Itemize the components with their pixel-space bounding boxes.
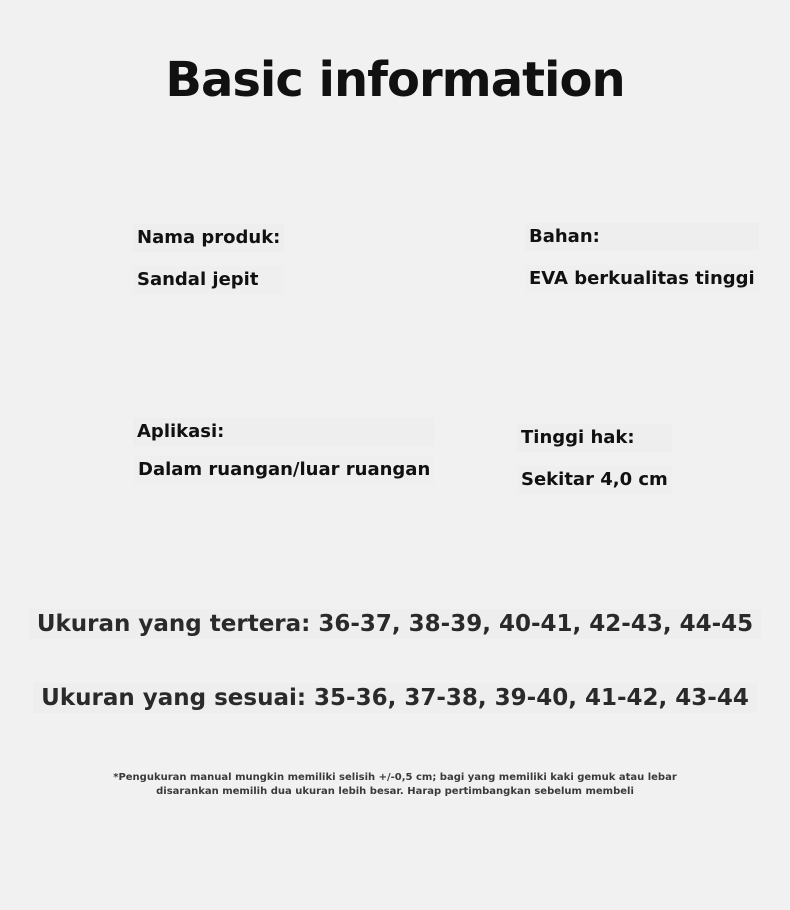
product-name-label: Nama produk: [133, 224, 284, 252]
measurement-note [0, 771, 790, 799]
heel-height-label: Tinggi hak: [517, 424, 672, 452]
fitting-sizes-line [0, 682, 790, 714]
heel-height-field [517, 424, 672, 494]
application-value: Dalam ruangan/luar ruangan [134, 456, 434, 484]
page-title: Basic information [165, 52, 625, 108]
material-label: Bahan: [525, 223, 759, 251]
measurement-note-line-2: disarankan memilih dua ukuran lebih besar. Harap pertimbangkan sebelum membeli [156, 786, 634, 797]
product-name-field [133, 224, 284, 294]
product-name-value: Sandal jepit [133, 266, 284, 294]
application-label: Aplikasi: [133, 418, 434, 446]
labeled-sizes-text: Ukuran yang tertera: 36-37, 38-39, 40-41, 42-43, 44-45 [29, 609, 761, 639]
fitting-sizes-text: Ukuran yang sesuai: 35-36, 37-38, 39-40, 41-42, 43-44 [33, 683, 757, 713]
material-field [525, 223, 759, 293]
measurement-note-line-1: *Pengukuran manual mungkin memiliki selisih +/-0,5 cm; bagi yang memiliki kaki gemuk atau lebar [113, 772, 677, 783]
application-field [133, 418, 434, 484]
material-value: EVA berkualitas tinggi [525, 265, 759, 293]
labeled-sizes-line [0, 608, 790, 640]
heel-height-value: Sekitar 4,0 cm [517, 466, 672, 494]
